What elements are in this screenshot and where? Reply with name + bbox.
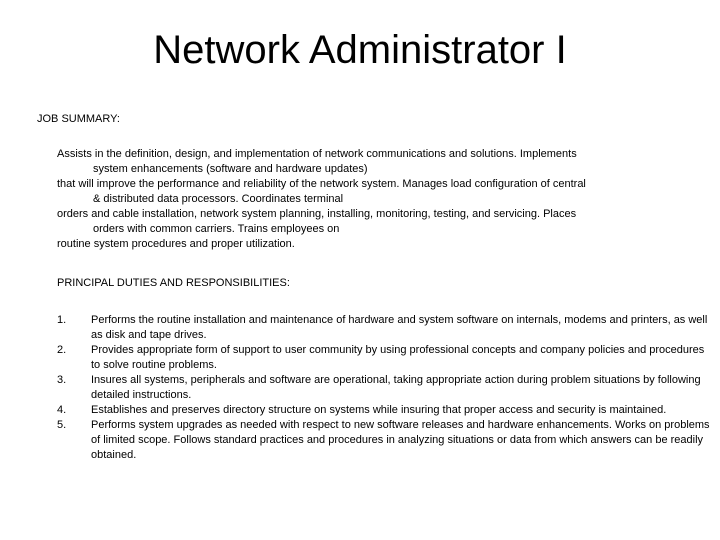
duty-text: Performs the routine installation and maintenance of hardware and system software on internals, modems and printers, as well as disk and tape drives.: [91, 314, 708, 341]
duty-text: Insures all systems, peripherals and software are operational, taking appropriate action during problem situations by following detailed instructions.: [91, 374, 701, 401]
duty-text: Provides appropriate form of support to user community by using professional concepts and company policies and procedures to solve routine problems.: [91, 344, 705, 371]
summary-line: routine system procedures and proper utilization.: [57, 238, 295, 250]
job-summary-heading: JOB SUMMARY:: [37, 113, 120, 125]
duty-number: 4.: [57, 404, 67, 416]
summary-line: orders with common carriers. Trains employees on: [93, 223, 340, 235]
duty-number: 2.: [57, 344, 67, 356]
duty-number: 3.: [57, 374, 67, 386]
duty-text: Performs system upgrades as needed with respect to new software releases and hardware enhancements. Works on problems of limited scope. Follows standard practices and procedures in analyzing situations or data from which answers can be readily obtained.: [91, 419, 710, 461]
duty-item: [57, 418, 717, 463]
duties-list: [57, 313, 717, 463]
summary-line: that will improve the performance and reliability of the network system. Manages load configuration of central: [57, 178, 586, 190]
duty-item: [57, 313, 717, 343]
duties-heading: PRINCIPAL DUTIES AND RESPONSIBILITIES:: [57, 277, 290, 289]
duty-number: 1.: [57, 314, 67, 326]
duty-item: [57, 403, 717, 418]
duty-item: [57, 343, 717, 373]
duty-number: 5.: [57, 419, 67, 431]
page-title: Network Administrator I: [153, 28, 567, 72]
job-summary-text: [57, 147, 717, 252]
summary-line: system enhancements (software and hardware updates): [93, 163, 368, 175]
duty-text: Establishes and preserves directory structure on systems while insuring that proper access and security is maintained.: [91, 404, 667, 416]
summary-line: & distributed data processors. Coordinates terminal: [93, 193, 344, 205]
summary-line: orders and cable installation, network system planning, installing, monitoring, testing, and servicing. Places: [57, 208, 577, 220]
summary-line: Assists in the definition, design, and implementation of network communications and solutions. Implements: [57, 148, 577, 160]
duty-item: [57, 373, 717, 403]
